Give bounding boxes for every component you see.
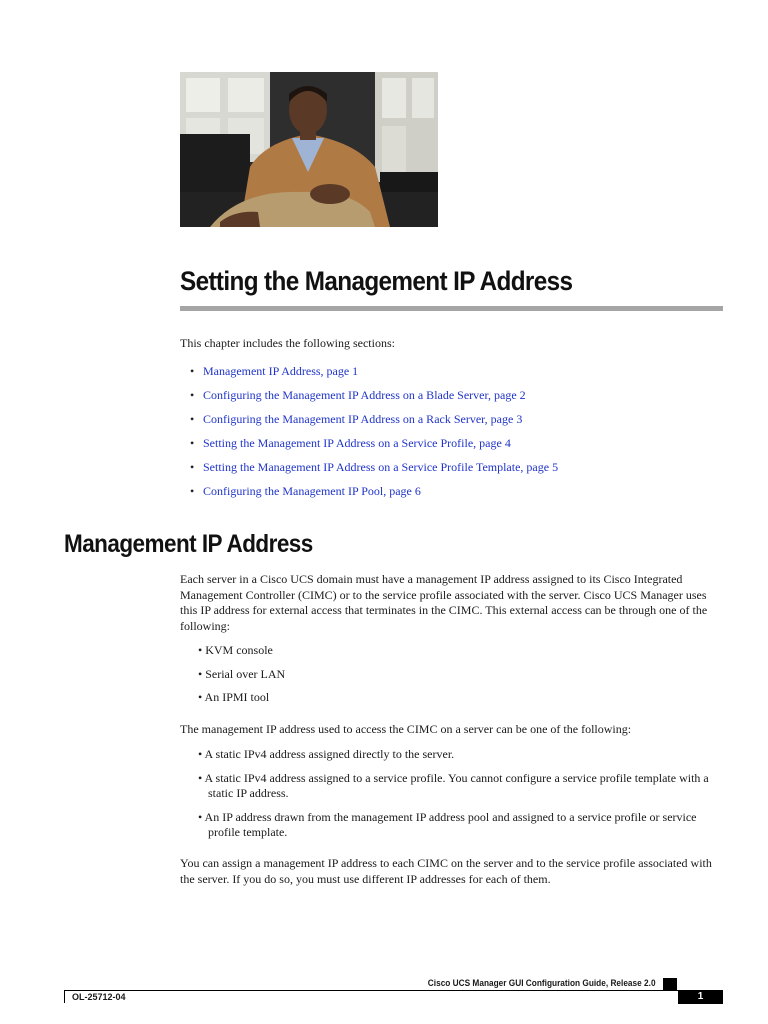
footer-rule: [64, 990, 723, 991]
title-rule: [180, 306, 723, 311]
toc-item: [190, 411, 558, 435]
chapter-photo: [180, 72, 438, 227]
ip-address-type-list: [198, 747, 726, 841]
bullet-icon: •: [190, 364, 195, 378]
toc-link-management-ip-address[interactable]: Management IP Address, page 1: [203, 364, 359, 378]
list-item: • A static IPv4 address assigned to a service profile. You cannot configure a service profile template with a static IP address.: [198, 770, 709, 800]
list-item-text: An IP address drawn from the management IP address pool and assigned to a service profile or service profile template.: [204, 809, 697, 839]
section-paragraph-1: Each server in a Cisco UCS domain must have a management IP address assigned to its Cisco Integrated Management Controller (CIMC) or to the service profile associated with the server. Cisco UCS Manager uses this IP address for external access that terminates in the CIMC. This external access can be through one of the following:: [180, 572, 708, 633]
toc-item: [190, 459, 558, 483]
list-item-text: A static IPv4 address assigned to a service profile. You cannot configure a service profile template with a static IP address.: [204, 770, 709, 800]
list-item: • Serial over LAN: [198, 666, 286, 681]
section-title: Management IP Address: [64, 530, 313, 558]
toc-link-rack-server[interactable]: Configuring the Management IP Address on a Rack Server, page 3: [203, 412, 523, 426]
access-method-list: [198, 643, 726, 706]
list-item: • KVM console: [198, 643, 273, 657]
list-item-text: Serial over LAN: [205, 666, 286, 681]
list-item: • An IP address drawn from the management IP address pool and assigned to a service profile or service profile template.: [198, 809, 697, 839]
list-item-text: An IPMI tool: [204, 690, 270, 704]
toc-item: [190, 387, 558, 411]
footer-marker: [663, 978, 677, 990]
footer-page-number: 1: [678, 990, 723, 1004]
list-item-text: KVM console: [205, 643, 273, 657]
toc-link-blade-server[interactable]: Configuring the Management IP Address on a Blade Server, page 2: [203, 388, 526, 402]
footer-doc-id: OL-25712-04: [72, 992, 126, 1002]
bullet-icon: •: [190, 412, 195, 426]
toc-list: [190, 363, 558, 507]
toc-item: [190, 483, 558, 507]
section-paragraph-2: The management IP address used to access the CIMC on a server can be one of the following:: [180, 722, 632, 736]
chapter-intro: This chapter includes the following sections:: [180, 336, 395, 350]
section-paragraph-3: You can assign a management IP address to each CIMC on the server and to the service profile associated with the server. If you do so, you must use different IP addresses for each of them.: [180, 856, 712, 886]
footer-tick: [64, 990, 65, 1003]
footer-guide-title: Cisco UCS Manager GUI Configuration Guide, Release 2.0: [428, 978, 656, 988]
bullet-icon: •: [190, 484, 195, 498]
toc-link-ip-pool[interactable]: Configuring the Management IP Pool, page 6: [203, 484, 421, 498]
bullet-icon: •: [190, 388, 195, 402]
toc-item: [190, 435, 558, 459]
bullet-icon: •: [190, 436, 195, 450]
bullet-icon: •: [190, 460, 195, 474]
toc-link-service-profile[interactable]: Setting the Management IP Address on a Service Profile, page 4: [203, 436, 511, 450]
list-item-text: A static IPv4 address assigned directly to the server.: [204, 747, 455, 761]
toc-item: [190, 363, 558, 387]
list-item: • A static IPv4 address assigned directly to the server.: [198, 747, 455, 761]
toc-link-service-profile-template[interactable]: Setting the Management IP Address on a Service Profile Template, page 5: [203, 460, 559, 474]
chapter-title: Setting the Management IP Address: [180, 266, 573, 296]
list-item: • An IPMI tool: [198, 690, 270, 704]
